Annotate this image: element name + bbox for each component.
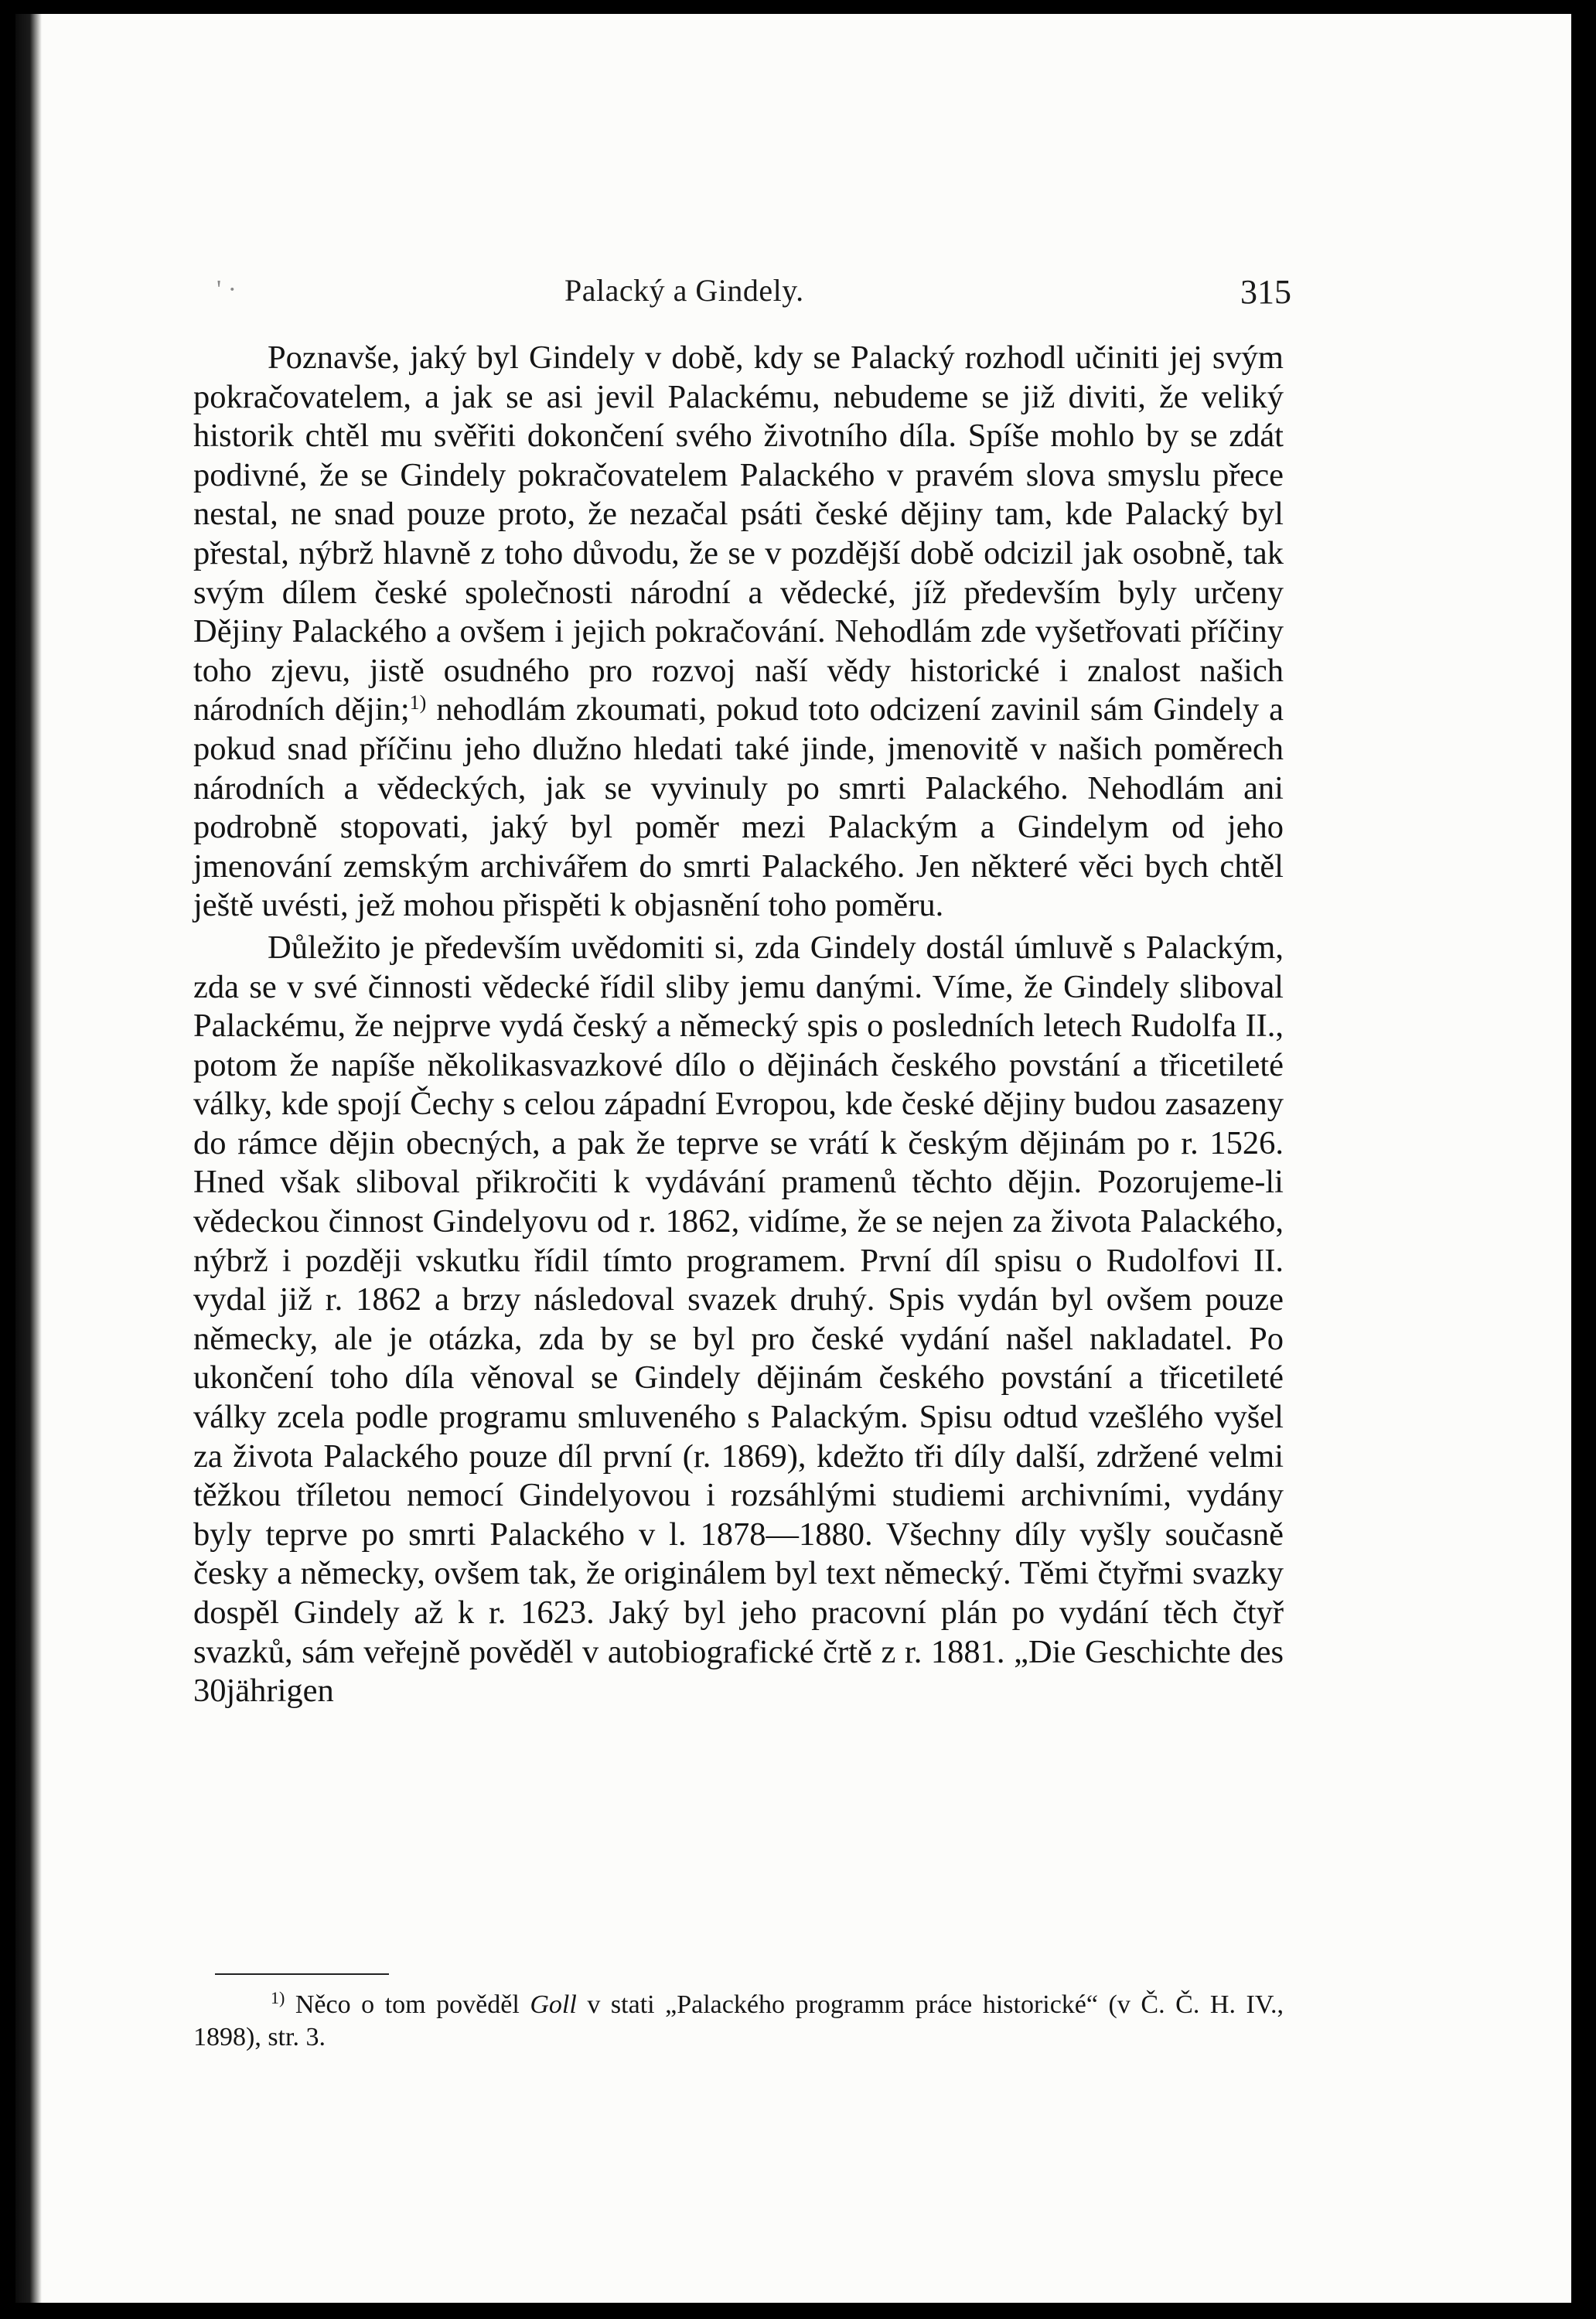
running-header — [193, 269, 1291, 319]
paragraph-1-text-after: nehodlám zkoumati, pokud toto odcizení zavinil sám Gindely a pokud snad příčinu jeho dlužno hledati také jinde, jmenovitě v našich poměrech národních a vědeckých, jak se vyvinuly po smrti Palackého. Nehodlám ani podrobně stopovati, jaký byl poměr mezi Palackým a Gindelym od jeho jmenování zemským archivářem do smrti Palackého. Jen některé věci bych chtěl ještě uvésti, jež mohou přispěti k objasnění toho poměru. — [193, 691, 1284, 924]
paragraph-1 — [193, 339, 1284, 926]
paragraph-2: Důležito je především uvědomiti si, zda Gindely dostál úmluvě s Palackým, zda se v své činnosti vědecké řídil sliby jemu danými. Víme, že Gindely sliboval Palackému, že nejprve vydá český a německý spis o posledních letech Rudolfa II., potom že napíše několikasvazkové dílo o dějinách českého povstání a třicetileté války, kde spojí Čechy s celou západní Evropou, kde české dějiny budou zasazeny do rámce dějin obecných, a pak že teprve se vrátí k českým dějinám po r. 1526. Hned však sliboval přikročiti k vydávání pramenů těchto dějin. Pozorujeme-li vědeckou činnost Gindelyovu od r. 1862, vidíme, že se nejen za života Palackého, nýbrž i později vskutku řídil tímto programem. První díl spisu o Rudolfovi II. vydal již r. 1862 a brzy následoval svazek druhý. Spis vydán byl ovšem pouze německy, ale je otázka, zda by se byl pro české vydání našel nakladatel. Po ukončení toho díla věnoval se Gindely dějinám českého povstání a třicetileté války zcela podle programu smluveného s Palackým. Spisu odtud vzešlého vyšel za života Palackého pouze díl první (r. 1869), kdežto tři díly další, zdržené velmi těžkou tříletou nemocí Gindelyovou i rozsáhlými studiemi archivními, vydány byly teprve po smrti Palackého v l. 1878—1880. Všechny díly vyšly současně česky a německy, ovšem tak, že originálem byl text německý. Těmi čtyřmi svazky dospěl Gindely až k r. 1623. Jaký byl jeho pracovní plán po vydání těch čtyř svazků, sám veřejně pověděl v autobiografické črtě z r. 1881. „Die Geschichte des 30jährigen — [193, 929, 1284, 1710]
header-marks: ' · — [217, 275, 237, 304]
footnote-1-text-after: v stati „Palackého programm práce historické“ (v Č. Č. H. IV., 1898), str. 3. — [193, 1990, 1284, 2051]
footnote-reference-1: 1) — [409, 691, 427, 714]
main-text — [193, 339, 1284, 1711]
running-title: Palacký a Gindely. — [564, 273, 804, 308]
book-spine-shadow — [15, 14, 42, 2303]
footnotes — [193, 1973, 1284, 2054]
book-page — [15, 14, 1571, 2303]
footnote-1-author: Goll — [530, 1990, 577, 2019]
footnote-1-text-before: Něco o tom pověděl — [285, 1990, 530, 2019]
page-number: 315 — [1240, 273, 1291, 311]
footnote-1-mark: 1) — [271, 1988, 285, 2007]
paragraph-1-text-before: Poznavše, jaký byl Gindely v době, kdy se Palacký rozhodl učiniti jej svým pokračovatelem, a jak se asi jevil Palackému, nebudeme se již diviti, že veliký historik chtěl mu svěřiti dokončení svého životního díla. Spíše mohlo by se zdát podivné, že se Gindely pokračovatelem Palackého v pravém slova smyslu přece nestal, ne snad pouze proto, že nezačal psáti české dějiny tam, kde Palacký byl přestal, nýbrž hlavně z toho důvodu, že se v pozdější době odcizil jak osobně, tak svým dílem české společnosti národní a vědecké, jíž především byly určeny Dějiny Palackého a ovšem i jejich pokračování. Nehodlám zde vyšetřovati příčiny toho zjevu, jistě osudného pro rozvoj naší vědy historické i znalost našich národních dějin; — [193, 339, 1284, 728]
footnote-1 — [193, 1989, 1284, 2054]
footnote-rule — [215, 1973, 389, 1975]
